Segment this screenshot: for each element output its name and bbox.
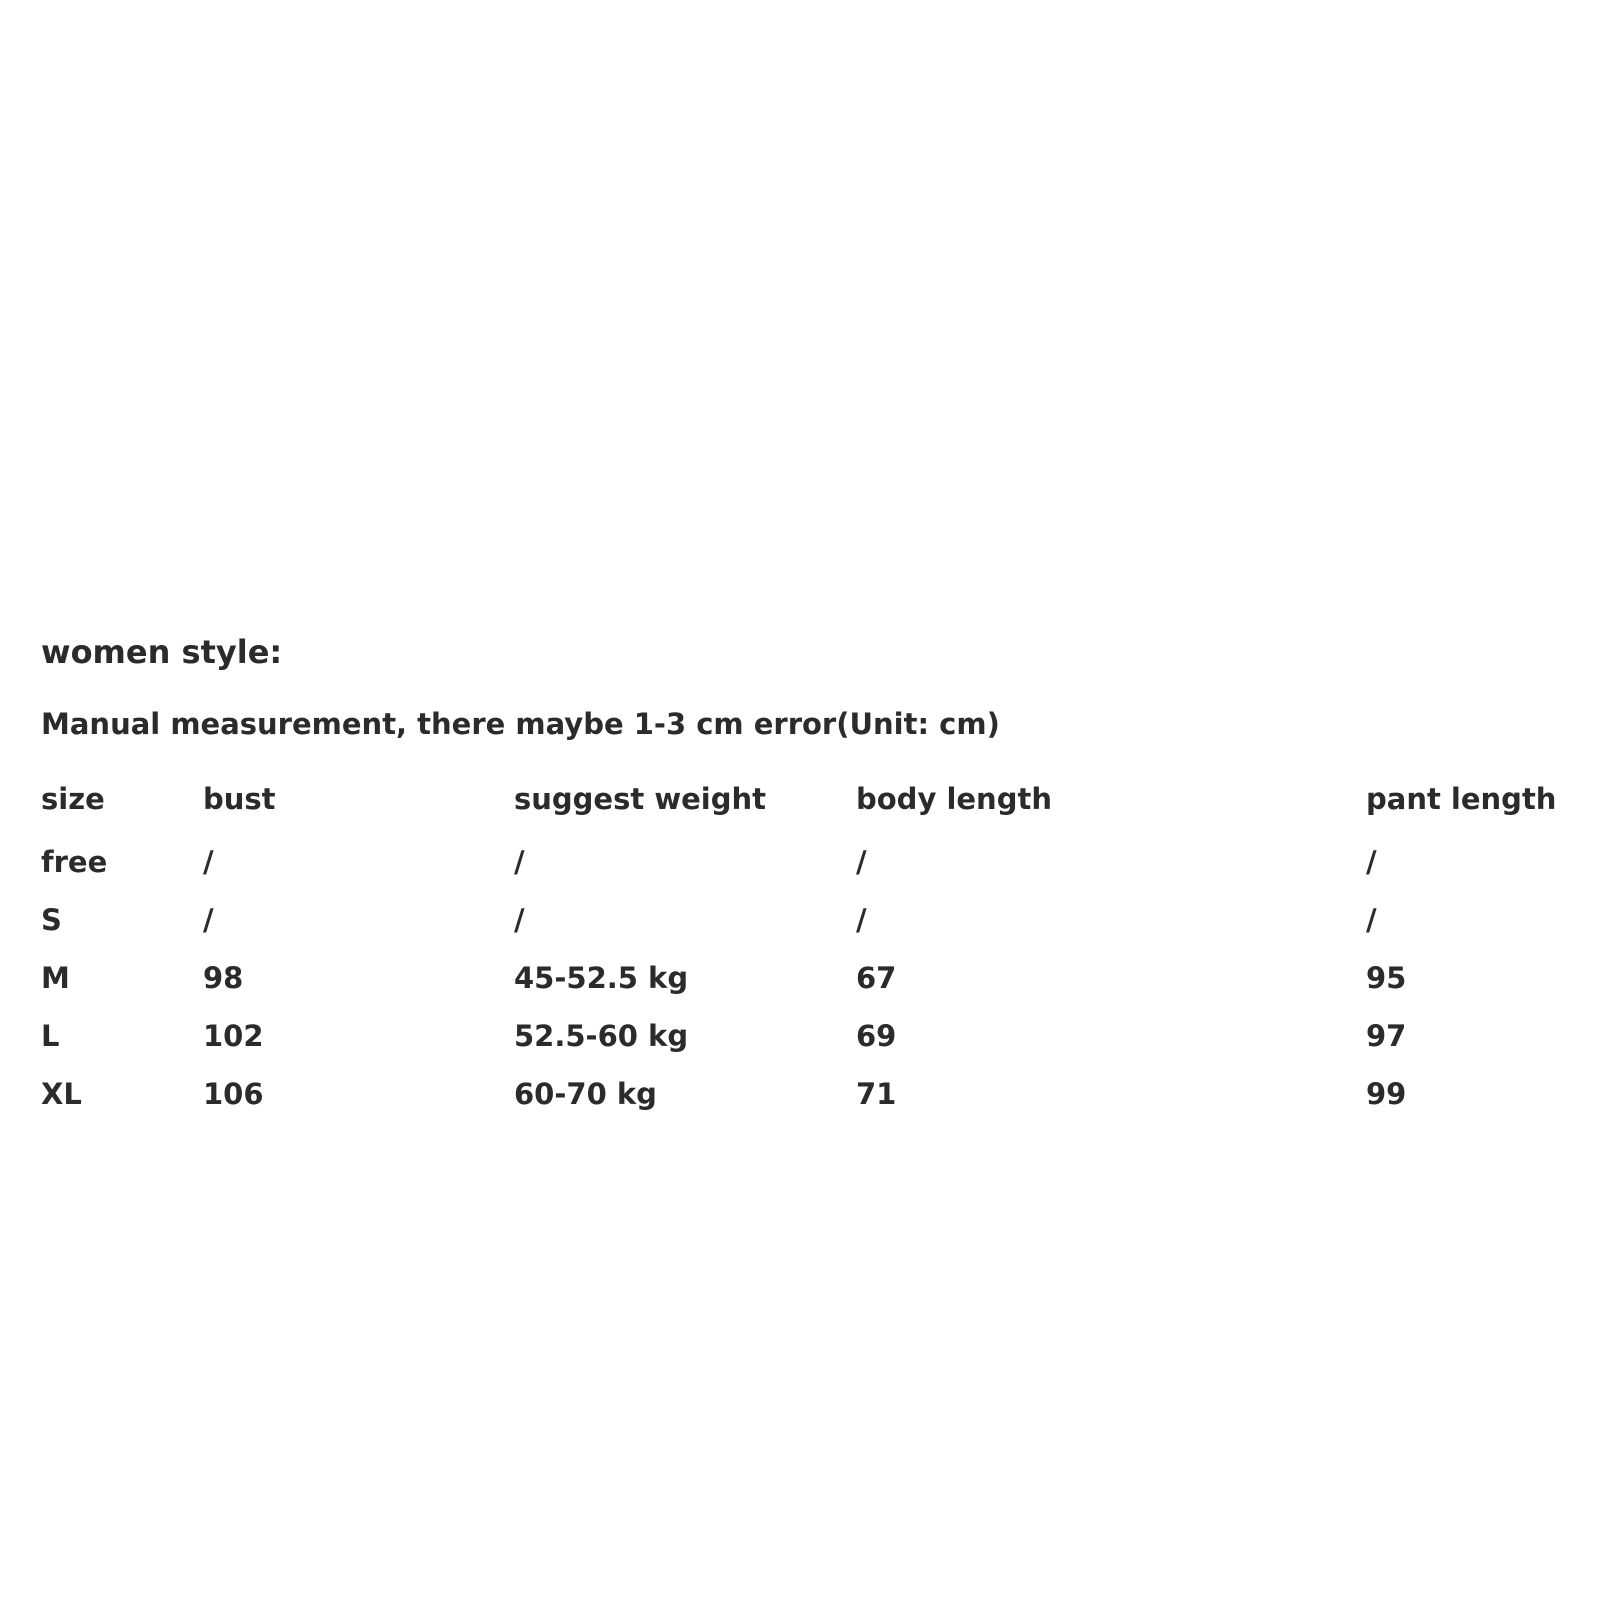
- cell-bust: 98: [203, 961, 244, 995]
- cell-body-length: /: [856, 903, 867, 937]
- cell-suggest-weight: 45-52.5 kg: [514, 961, 689, 995]
- cell-pant-length: /: [1366, 845, 1377, 879]
- cell-suggest-weight: /: [514, 845, 525, 879]
- cell-suggest-weight: 60-70 kg: [514, 1077, 657, 1111]
- cell-pant-length: 99: [1366, 1077, 1407, 1111]
- measurement-note: Manual measurement, there maybe 1-3 cm error(Unit: cm): [41, 707, 1000, 741]
- cell-bust: /: [203, 903, 214, 937]
- cell-size: L: [41, 1019, 60, 1053]
- cell-suggest-weight: /: [514, 903, 525, 937]
- cell-size: free: [41, 845, 108, 879]
- table-row: [41, 1077, 1561, 1135]
- cell-pant-length: 95: [1366, 961, 1407, 995]
- table-row: [41, 961, 1561, 1019]
- cell-bust: 102: [203, 1019, 264, 1053]
- column-header-size: size: [41, 782, 105, 816]
- table-row: [41, 845, 1561, 903]
- table-header-row: [41, 782, 1561, 845]
- section-heading: women style:: [41, 633, 283, 671]
- cell-size: S: [41, 903, 62, 937]
- table-row: [41, 903, 1561, 961]
- cell-bust: /: [203, 845, 214, 879]
- cell-size: XL: [41, 1077, 82, 1111]
- cell-body-length: 69: [856, 1019, 897, 1053]
- size-chart-table: [41, 782, 1561, 1135]
- cell-pant-length: /: [1366, 903, 1377, 937]
- cell-size: M: [41, 961, 70, 995]
- cell-body-length: 71: [856, 1077, 897, 1111]
- table-row: [41, 1019, 1561, 1077]
- cell-bust: 106: [203, 1077, 264, 1111]
- column-header-bust: bust: [203, 782, 276, 816]
- cell-suggest-weight: 52.5-60 kg: [514, 1019, 689, 1053]
- cell-body-length: 67: [856, 961, 897, 995]
- cell-pant-length: 97: [1366, 1019, 1407, 1053]
- column-header-body-length: body length: [856, 782, 1052, 816]
- cell-body-length: /: [856, 845, 867, 879]
- column-header-pant-length: pant length: [1366, 782, 1557, 816]
- column-header-suggest-weight: suggest weight: [514, 782, 766, 816]
